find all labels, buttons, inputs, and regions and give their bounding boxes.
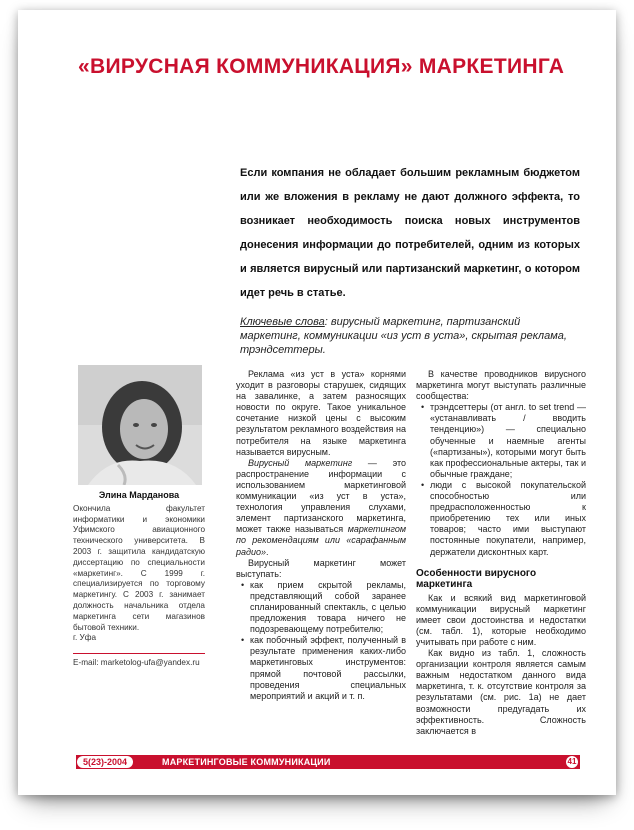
definition-end: . [266,546,269,557]
term: Вирусный маркетинг [248,457,353,468]
paragraph: В качестве проводников вирусного маркетинга могут выступать различные сообщества: [416,369,586,402]
author-name: Элина Марданова [98,490,180,500]
list-item: • трэндсеттеры (от англ. to set trend — «устанавливать / вводить тенденцию») — специально обученные и наемные агенты («партизаны»), которыми могут быть как профессиональные актеры, так и обычные граждане; [416,402,586,480]
keywords [240,315,580,357]
term-alt: маркетингом по рекомендациям или «сарафанным радио» [236,524,406,557]
author-portrait-image [78,365,202,485]
page-footer [76,755,580,769]
author-photo [78,365,202,485]
article-title: «ВИРУСНАЯ КОММУНИКАЦИЯ» МАРКЕТИНГА [78,55,565,78]
list-item: • как прием скрытой рекламы, представляющий собой заранее спланированный спектакль, с целью предложения товара ничего не подозревающему потребителю; [236,580,406,635]
keywords-label: Ключевые слова [240,316,325,328]
text-column-1 [236,369,406,702]
paragraph: Вирусный маркетинг может выступать: [236,557,406,579]
paragraph-definition [236,458,406,558]
author-block [73,490,205,669]
magazine-page [18,10,616,795]
author-bio: Окончила факультет информатики и экономики Уфимского авиационного технического университета. В 2003 г. защитила кандидатскую диссертацию по специальности «маркетинг». С 1999 г. специализируется по торговому маркетингу. С 2003 г. занимает должность начальника отдела маркетинга сети магазинов бытовой техники. [73,503,205,632]
author-city: г. Уфа [73,633,97,643]
page-number: 41 [567,757,577,766]
paragraph: Реклама «из уст в уста» корнями уходит в разговоры старушек, сидящих на завалинке, а затем разносящих новости по округе. Такое уникальное сочетание низкой цены с высоким результатом рекламного воздействия на потребителя на языке маркетинга называется вирусным. [236,369,406,457]
bullet-list [236,580,406,702]
journal-name: МАРКЕТИНГОВЫЕ КОММУНИКАЦИИ [162,757,331,767]
author-email[interactable]: E-mail: marketolog-ufa@yandex.ru [73,658,200,668]
bullet-list [416,402,586,557]
paragraph: Как видно из табл. 1, сложность организации контроля является самым важным недостатком данного вида маркетинга, т. к. отсутствие контроля за результатами (см. рис. 1а) не дает возможности предугадать их эффективность. Сложность заключается в [416,648,586,736]
issue-badge: 5(23)-2004 [77,756,133,768]
paragraph: Как и всякий вид маркетинговой коммуникации вирусный маркетинг имеет свои достоинства и недостатки (см. табл. 1), которые необходимо учитывать при работе с ним. [416,592,586,647]
text-column-2 [416,369,586,737]
definition-text: — это распространение информации с использованием маркетинговой коммуникации «из уст в уста», технология управления слухами, элемент партизанского маркетинга, может также называться [236,457,407,535]
keywords-text: : вирусный маркетинг, партизанский маркетинг, коммуникации «из уст в уста», скрытая реклама, трэндсеттеры. [240,316,567,356]
list-item: • люди с высокой покупательской способностью или предрасположенностью к приобретению тех или иных товаров; часто ими выступают постоянные покупатели, например, держатели дисконтных карт. [416,480,586,558]
section-heading: Особенности вирусного маркетинга [416,567,537,591]
author-divider [73,653,205,654]
article-lead: Если компания не обладает большим рекламным бюджетом или же вложения в рекламу не дают должного эффекта, то возникает необходимость поиска новых инструментов донесения информации до потребителей, одним из которых и является вирусный или партизанский маркетинг, о котором идет речь в статье. [240,167,580,299]
list-item: • как побочный эффект, полученный в результате применения каких-либо маркетинговых инструментов: прямой почтовой рассылки, проведения специальных мероприятий и акций и т. п. [236,635,406,702]
